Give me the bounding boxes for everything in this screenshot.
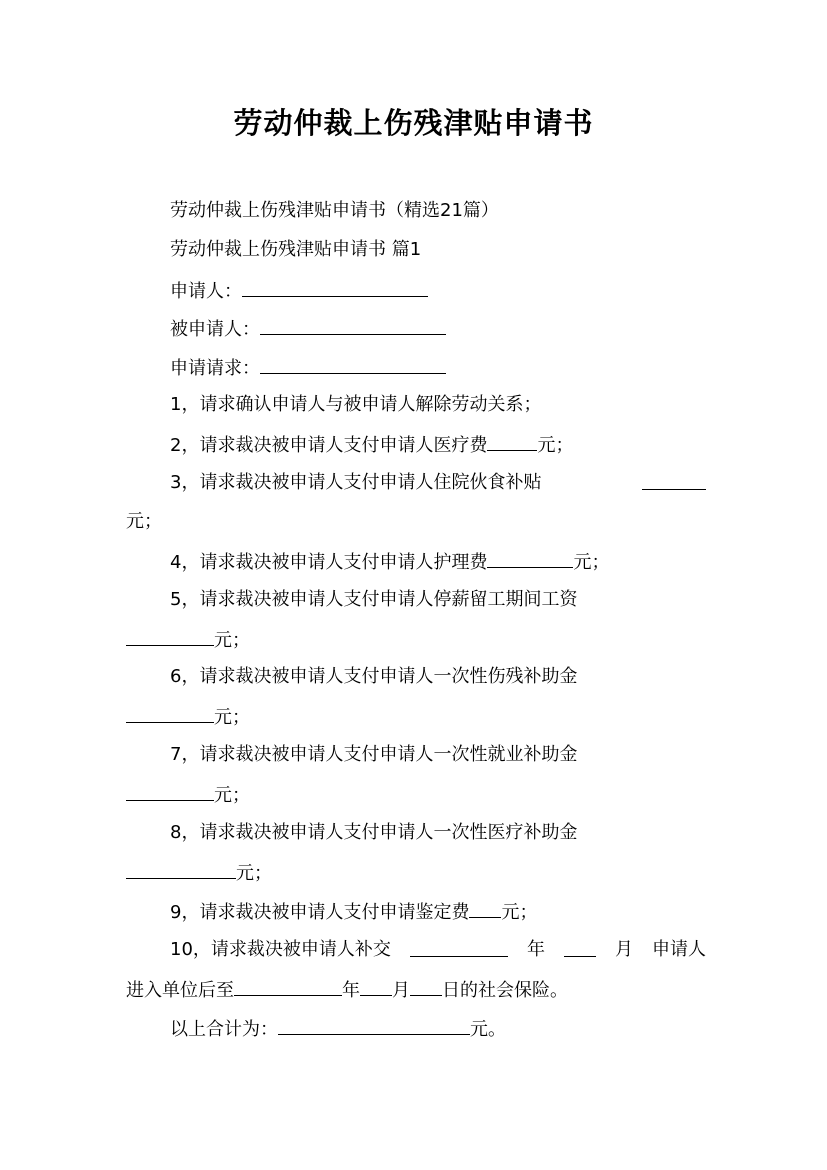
day-blank [410,977,442,996]
request-item-7-cont: 元； [126,782,706,808]
month-blank [360,977,392,996]
request-item-3-cont: 元； [126,511,162,532]
total-blank [278,1016,470,1035]
year-blank [410,938,508,957]
amount-blank [126,860,236,879]
request-item-7: 7，请求裁决被申请人支付申请人一次性就业补助金 [170,744,578,765]
request-blank [260,355,446,374]
request-item-6-cont: 元； [126,704,706,730]
applicant-line: 申请人： [170,278,750,304]
request-item-2: 2，请求裁决被申请人支付申请人医疗费 元； [170,432,750,458]
request-label-line: 申请请求： [170,355,750,381]
request-item-4: 4，请求裁决被申请人支付申请人护理费 元； [170,549,750,575]
request-item-5: 5，请求裁决被申请人支付申请人停薪留工期间工资 [170,589,578,610]
subtitle-line: 劳动仲裁上伤残津贴申请书（精选21篇） [170,200,499,221]
article-heading: 劳动仲裁上伤残津贴申请书 篇1 [170,239,422,260]
request-item-9: 9，请求裁决被申请人支付申请鉴定费 元； [170,899,750,925]
amount-blank [469,899,501,918]
document-title: 劳动仲裁上伤残津贴申请书 [233,106,594,140]
amount-blank [126,782,214,801]
amount-blank [126,627,214,646]
amount-blank [487,432,537,451]
request-item-8: 8，请求裁决被申请人支付申请人一次性医疗补助金 [170,822,578,843]
respondent-blank [260,316,446,335]
month-blank [564,938,596,957]
respondent-line: 被申请人： [170,316,750,342]
year-blank [234,977,342,996]
amount-blank [487,549,573,568]
amount-blank [126,704,214,723]
request-item-1: 1，请求确认申请人与被申请人解除劳动关系； [170,394,542,415]
request-item-3: 3，请求裁决被申请人支付申请人住院伙食补贴 [170,471,706,495]
total-line: 以上合计为： 元。 [170,1016,750,1042]
request-item-10-cont: 进入单位后至 年 月 日的社会保险。 [126,977,706,1003]
amount-blank [642,471,706,490]
request-item-6: 6，请求裁决被申请人支付申请人一次性伤残补助金 [170,666,578,687]
request-item-5-cont: 元； [126,627,706,653]
request-item-8-cont: 元； [126,860,706,886]
request-item-10: 10，请求裁决被申请人补交 年 月 申请人 [170,939,706,960]
applicant-blank [242,278,428,297]
